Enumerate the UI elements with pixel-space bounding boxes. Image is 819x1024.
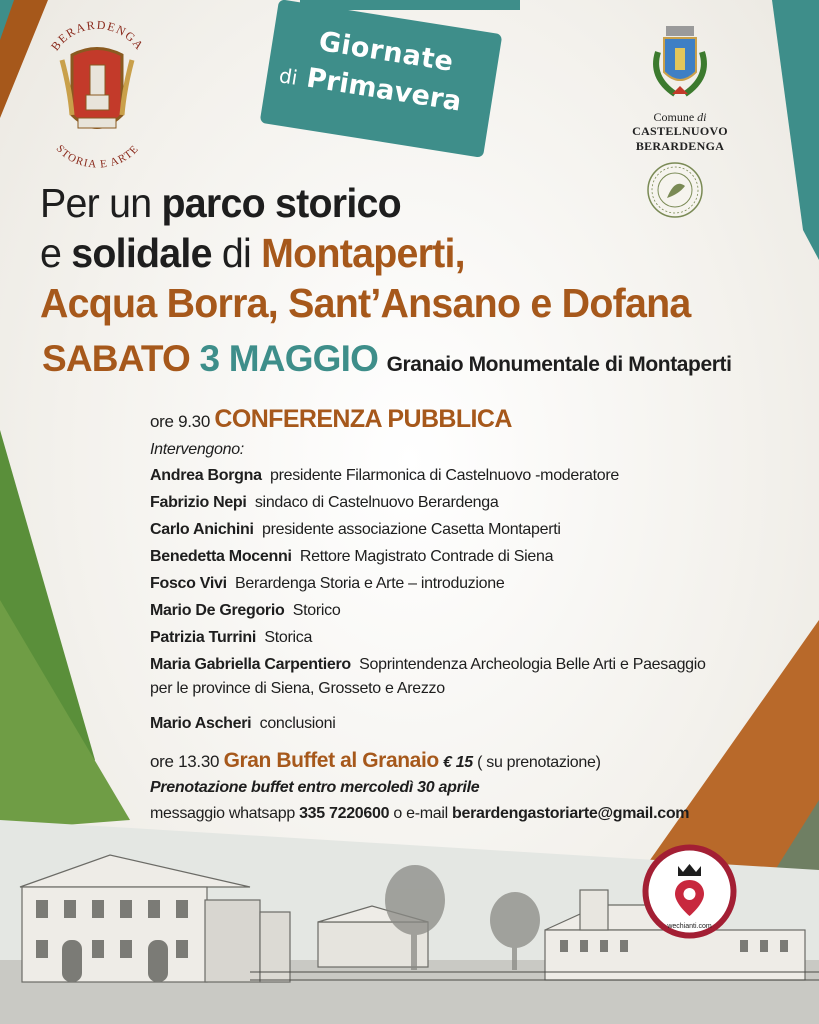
wechianti-pin-icon [642,844,737,939]
title-line2: e solidale di Montaperti, [40,230,465,276]
closing-row: Mario Ascheri conclusioni [150,715,336,732]
speaker-row: Benedetta Mocenni Rettore Magistrato Contrade di Siena [150,548,554,565]
buffet-row: ore 13.30 Gran Buffet al Granaio € 15 ( su prenotazione) [150,749,601,772]
date-number: 3 MAGGIO [199,338,379,379]
event-date-row [42,338,802,380]
tag-line1: Giornate [316,26,456,78]
speaker-row: Fabrizio Nepi sindaco di Castelnuovo Berardenga [150,494,499,511]
crest-bottom-text: STORIA E ARTE [53,142,142,170]
email-address: berardengastoriarte@gmail.com [452,805,690,822]
contact-row: messaggio whatsapp 335 7220600 o e-mail berardengastoriarte@gmail.com [150,805,690,822]
title-line1: Per un parco storico [40,180,401,226]
speaker-row: Carlo Anichini presidente associazione Casetta Montaperti [150,521,561,538]
castelnuovo-coat-of-arms-icon [640,22,720,102]
phone-number: 335 7220600 [299,805,390,822]
event-venue: Granaio Monumentale di Montaperti [386,353,732,376]
speaker-row: Andrea Borgna presidente Filarmonica di Castelnuovo -moderatore [150,467,620,484]
intervengono-label: Intervengono: [150,441,244,458]
speaker-row: Maria Gabriella Carpentiero Soprintendenza Archeologia Belle Arti e Paesaggio [150,656,706,673]
conference-heading: ore 9.30 CONFERENZA PUBBLICA [150,405,512,433]
speaker-row: Patrizia Turrini Storica [150,629,313,646]
berardenga-crest-icon [40,20,155,170]
event-title [40,178,770,328]
comune-name: CASTELNUOVO BERARDENGA [632,124,728,153]
tag-line2-main: Primavera [304,62,464,118]
speaker-row: Mario De Gregorio Storico [150,602,341,619]
date-day: SABATO [42,338,200,379]
prenotazione-note: Prenotazione buffet entro mercoledì 30 aprile [150,779,480,796]
tag-line2-small: di [277,63,300,90]
speaker-continuation: per le province di Siena, Grosseto e Arezzo [150,680,445,697]
wechianti-label: wechianti.com [667,923,712,930]
title-line3: Acqua Borra, Sant’Ansano e Dofana [40,280,691,326]
crest-top-text: BERARDENGA [47,20,148,54]
speaker-row: Fosco Vivi Berardenga Storia e Arte – introduzione [150,575,505,592]
comune-prefix: Comune di [653,110,707,124]
svg-text:STORIA E ARTE [54,143,142,170]
